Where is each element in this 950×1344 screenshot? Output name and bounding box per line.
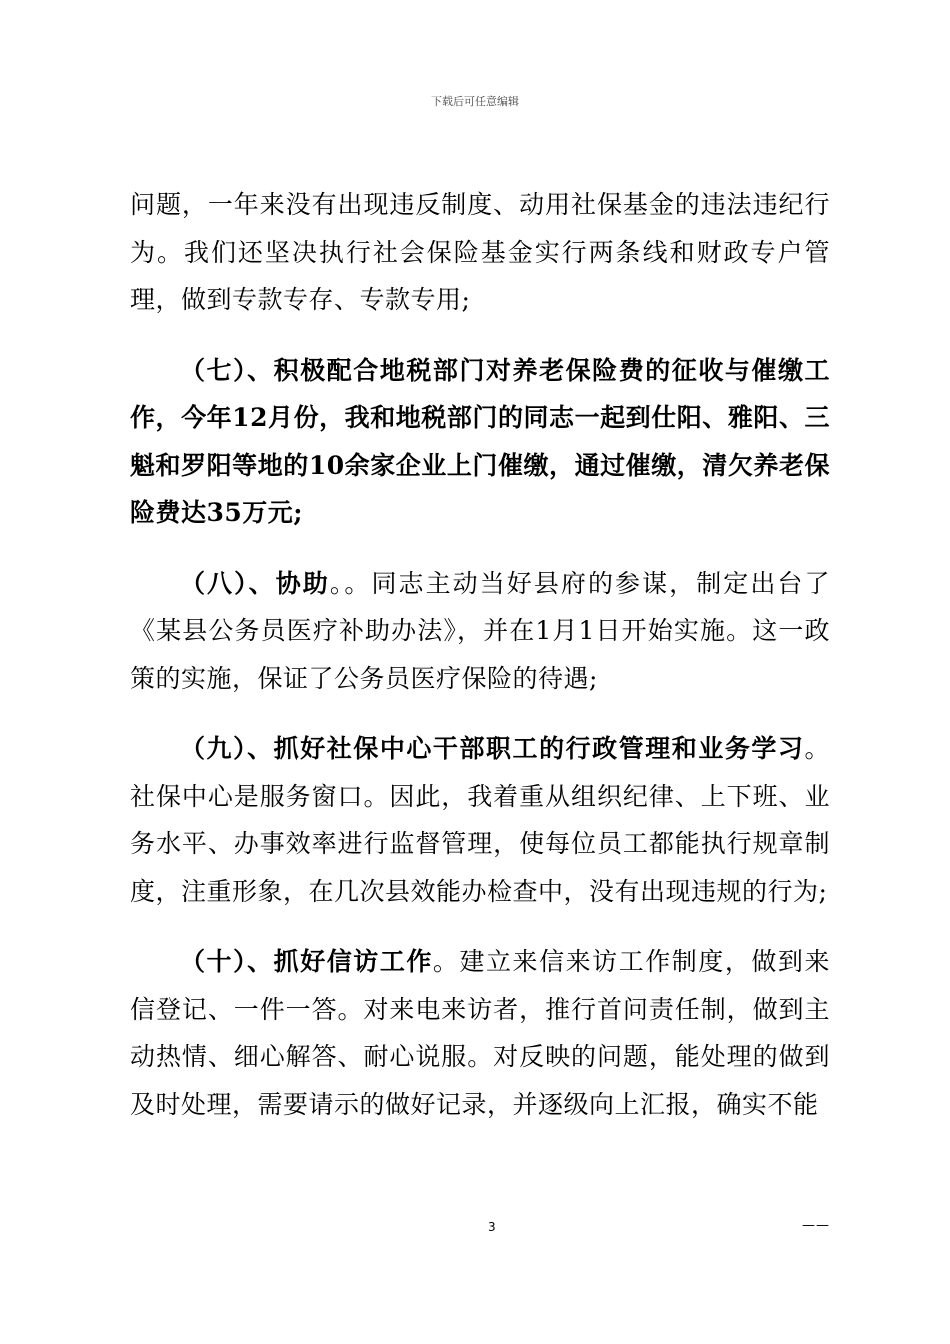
- paragraph-lead: （九）、抓好社保中心干部职工的行政管理和业务学习: [180, 734, 805, 763]
- paragraph-4: [130, 725, 830, 915]
- page-header: 下载后可任意编辑: [431, 95, 519, 108]
- paragraph-text: 。社保中心是服务窗口。因此，我着重从组织纪律、上下班、业务水平、办事效率进行监督管理，使每位员工都能执行规章制度，注重形象，在几次县效能办检查中，没有出现违规的行为;: [130, 734, 830, 906]
- paragraph-2: [130, 347, 830, 537]
- paragraph-text: 问题，一年来没有出现违反制度、动用社保基金的违法违纪行为。我们还坚决执行社会保险基金实行两条线和财政专户管理，做到专款专存、专款专用;: [130, 190, 830, 314]
- paragraph-text: 。建立来信来访工作制度，做到来信登记、一件一答。对来电来访者，推行首问责任制，做到主动热情、细心解答、耐心说服。对反映的问题，能处理的做到及时处理，需要请示的做好记录，并逐级向上汇报，确实不能: [130, 947, 830, 1119]
- paragraph-text: 。。同志主动当好县府的参谋，制定出台了《某县公务员医疗补助办法》，并在1月1日开始实施。这一政策的实施，保证了公务员医疗保险的待遇;: [130, 568, 830, 693]
- paragraph-lead: （八）、协助: [180, 568, 330, 598]
- paragraph-3: [130, 560, 830, 703]
- paragraph-lead: （十）、抓好信访工作: [180, 947, 433, 976]
- paragraph-1: [130, 181, 830, 324]
- document-body: [130, 181, 830, 1151]
- paragraph-lead: （七）、积极配合地税部门对养老保险费的征收与催缴工作，今年12月份，我和地税部门的同志一起到仕阳、雅阳、三魁和罗阳等地的10余家企业上门催缴，通过催缴，清欠养老保险费达35万元;: [130, 355, 830, 527]
- footer-dash: ——: [802, 1218, 830, 1233]
- paragraph-5: [130, 938, 830, 1128]
- page-number: 3: [488, 1220, 496, 1234]
